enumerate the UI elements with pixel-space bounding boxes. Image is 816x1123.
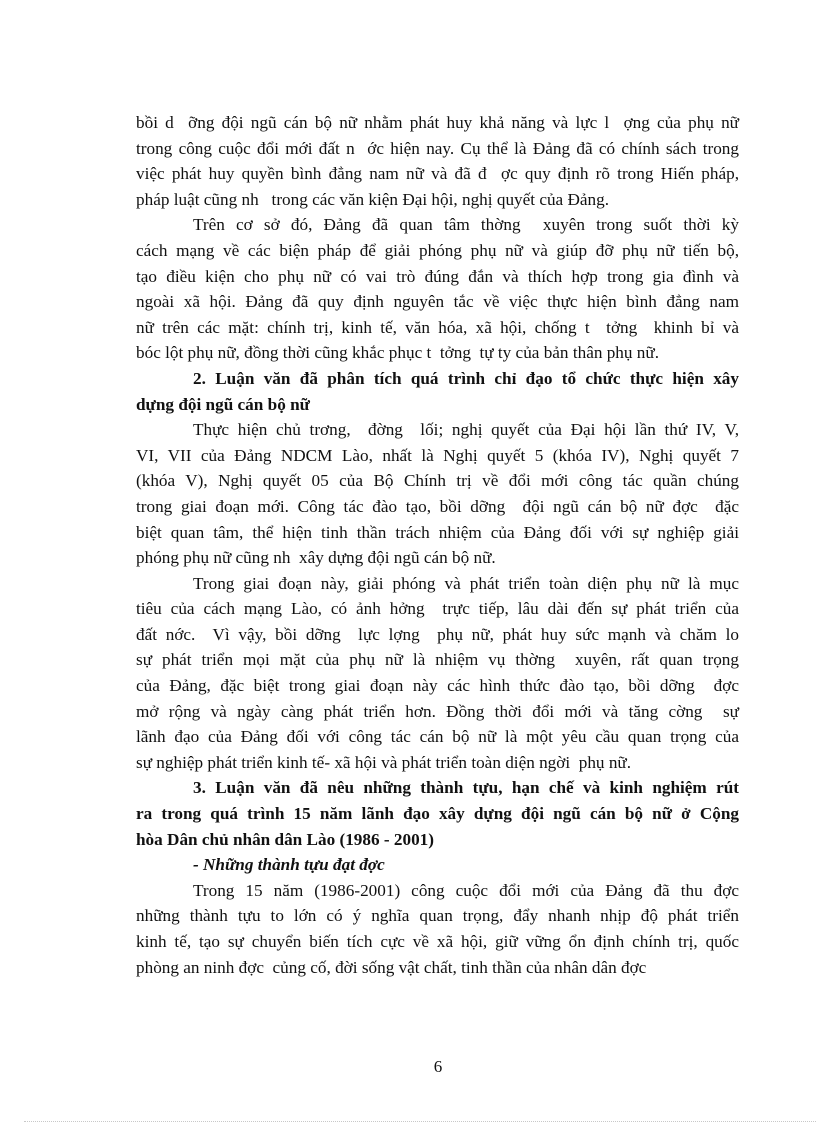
section-heading: [136, 775, 739, 852]
text-line: trong công cuộc đổi mới đất n ớc hiện nay. Cụ thể là Đảng đã có chính sách trong: [136, 138, 739, 158]
text-line: tiêu của cách mạng Lào, có ảnh hởng trực tiếp, lâu dài đến sự phát triển của: [136, 599, 739, 619]
text-line: Trong giai đoạn này, giải phóng và phát triển toàn diện phụ nữ là mục: [193, 573, 739, 593]
text-line: những thành tựu to lớn có ý nghĩa quan trọng, đẩy nhanh nhịp độ phát triển: [136, 906, 739, 926]
text-line: 3. Luận văn đã nêu những thành tựu, hạn chế và kinh nghiệm rút: [193, 778, 739, 798]
text-line: đất nớc. Vì vậy, bồi dỡng lực lợng phụ nữ, phát huy sức mạnh và chăm lo: [136, 624, 739, 644]
text-line: kinh tế, tạo sự chuyển biến tích cực về xã hội, giữ vững ổn định chính trị, quốc: [136, 932, 739, 951]
text-line: - Những thành tựu đạt đợc: [193, 855, 385, 875]
text-line: tạo điều kiện cho phụ nữ có vai trò đúng đắn và thích hợp trong gia đình và: [136, 266, 739, 286]
section-heading: [136, 366, 739, 417]
text-line: sự phát triển mọi mặt của phụ nữ là nhiệm vụ thờng xuyên, rất quan trọng: [136, 650, 739, 670]
text-line: việc phát huy quyền bình đẳng nam nữ và đã đ ợc quy định rõ trong Hiến pháp,: [136, 164, 739, 184]
paragraph: [136, 110, 739, 212]
text-line: biệt quan tâm, thể hiện tinh thần trách nhiệm của Đảng đối với sự nghiệp giải: [136, 522, 739, 542]
text-line: hòa Dân chủ nhân dân Lào (1986 - 2001): [136, 829, 434, 849]
text-line: bồi d ỡng đội ngũ cán bộ nữ nhằm phát huy khả năng và lực l ợng của phụ nữ: [136, 113, 739, 132]
text-line: VI, VII của Đảng NDCM Lào, nhất là Nghị quyết 5 (khóa IV), Nghị quyết 7: [136, 445, 739, 465]
paragraph: [136, 878, 739, 980]
paragraph: [136, 571, 739, 776]
page-number: 6: [433, 1057, 443, 1076]
text-line: ngoài xã hội. Đảng đã quy định nguyên tắc về việc thực hiện bình đẳng nam: [136, 292, 739, 312]
text-line: dựng đội ngũ cán bộ nữ: [136, 394, 310, 414]
page-bottom-rule: [24, 1121, 816, 1122]
text-line: Trong 15 năm (1986-2001) công cuộc đổi mới của Đảng đã thu đợc: [193, 880, 739, 900]
text-line: 2. Luận văn đã phân tích quá trình chỉ đạo tổ chức thực hiện xây: [193, 368, 739, 388]
subsection-heading: [136, 852, 739, 878]
text-line: pháp luật cũng nh trong các văn kiện Đại hội, nghị quyết của Đảng.: [136, 189, 610, 209]
text-line: (khóa V), Nghị quyết 05 của Bộ Chính trị về đổi mới công tác quần chúng: [136, 471, 739, 491]
text-line: phòng an ninh đợc củng cố, đời sống vật chất, tinh thần của nhân dân đợc: [136, 957, 647, 977]
paragraph: [136, 212, 739, 366]
text-line: sự nghiệp phát triển kinh tế- xã hội và phát triển toàn diện ngời phụ nữ.: [136, 752, 632, 772]
text-line: nữ trên các mặt: chính trị, kinh tế, văn hóa, xã hội, chống t tởng khinh bỉ và: [136, 317, 739, 337]
text-line: của Đảng, đặc biệt trong giai đoạn này các hình thức đào tạo, bồi dỡng đợc: [136, 676, 739, 696]
text-line: ra trong quá trình 15 năm lãnh đạo xây dựng đội ngũ cán bộ nữ ở Cộng: [136, 804, 739, 824]
text-line: trong giai đoạn mới. Công tác đào tạo, bồi dỡng đội ngũ cán bộ nữ đợc đặc: [136, 496, 739, 516]
text-line: phóng phụ nữ cũng nh xây dựng đội ngũ cán bộ nữ.: [136, 548, 496, 568]
paragraph: [136, 417, 739, 571]
text-line: Trên cơ sở đó, Đảng đã quan tâm thờng xuyên trong suốt thời kỳ: [193, 215, 739, 235]
text-line: Thực hiện chủ trơng, đờng lối; nghị quyết của Đại hội lần thứ IV, V,: [193, 420, 739, 440]
text-line: bóc lột phụ nữ, đồng thời cũng khắc phục t tởng tự ty của bản thân phụ nữ.: [136, 343, 659, 363]
text-line: cách mạng về các biện pháp để giải phóng phụ nữ và giúp đỡ phụ nữ tiến bộ,: [136, 240, 739, 260]
text-line: mở rộng và ngày càng phát triển hơn. Đồng thời đổi mới và tăng cờng sự: [136, 701, 739, 721]
text-line: lãnh đạo của Đảng đối với công tác cán bộ nữ là một yêu cầu quan trọng của: [136, 727, 739, 747]
document-body: [136, 110, 739, 980]
